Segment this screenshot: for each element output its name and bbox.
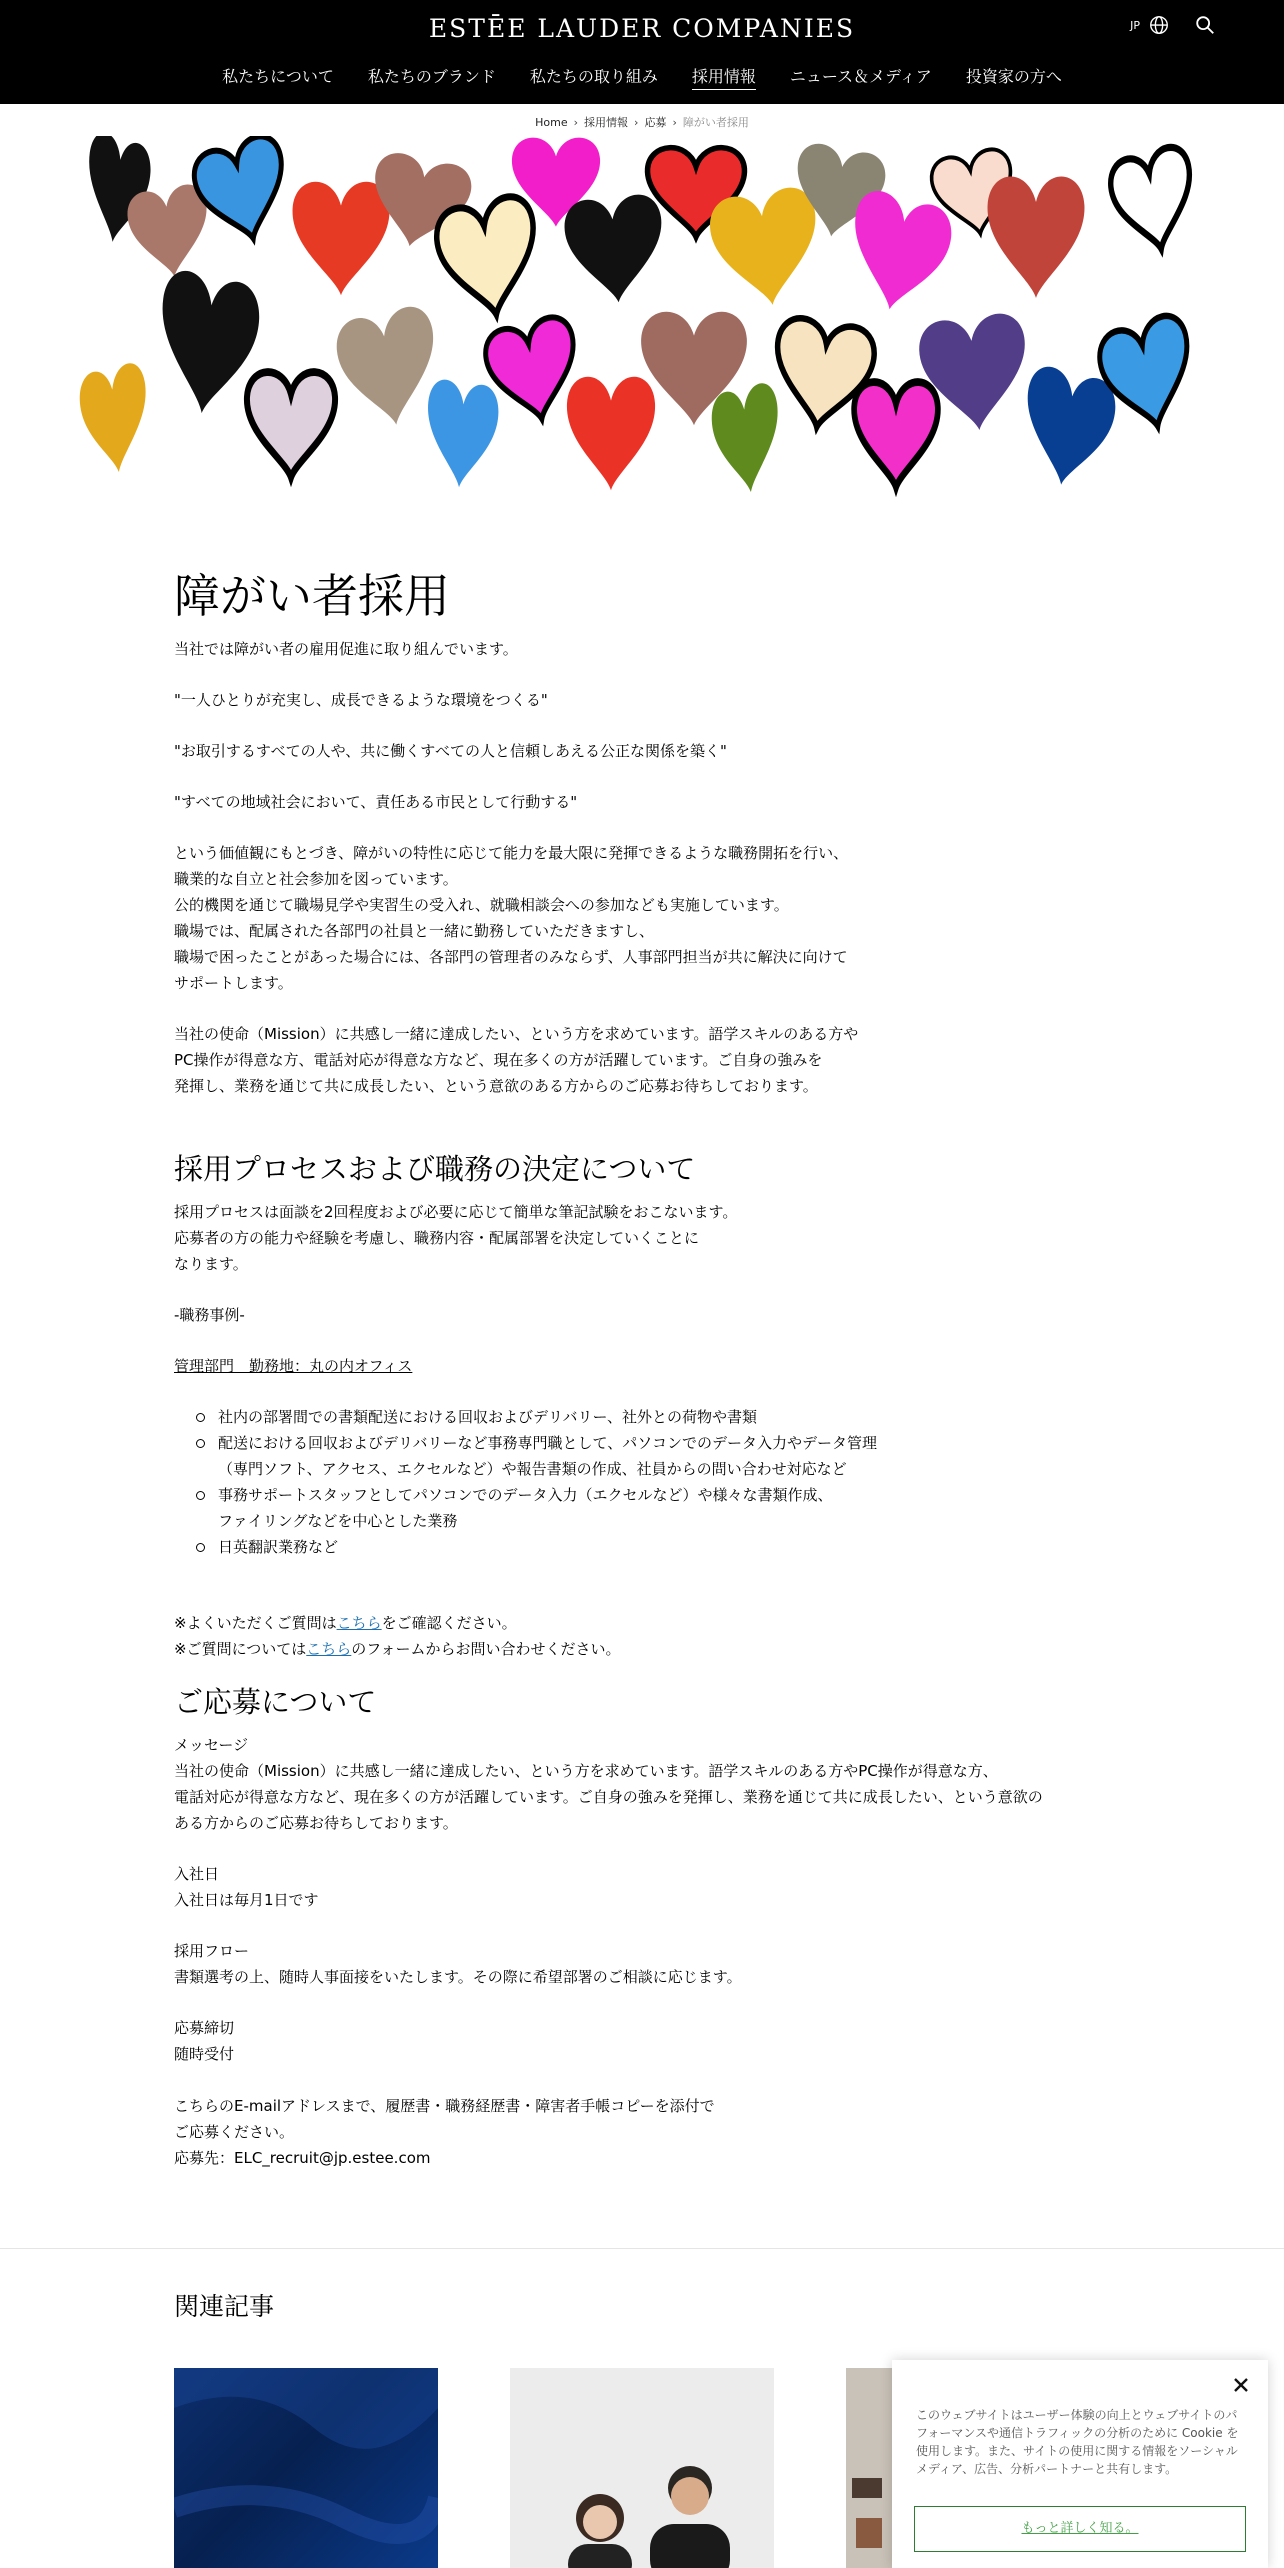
cookie-learn-more-button[interactable]: もっと詳しく知る。 [914, 2506, 1246, 2552]
deadline-text: 随時受付 [174, 2045, 235, 2063]
faq-suffix: をご確認ください。 [381, 1614, 517, 1632]
faq-link[interactable]: こちら [336, 1614, 382, 1632]
list-item: 日英翻訳業務など [218, 1534, 1114, 1560]
faq-prefix: ※よくいただくご質問は [174, 1614, 337, 1632]
join-date-label: 入社日 [174, 1865, 220, 1883]
intro-text: 当社では障がい者の雇用促進に取り組んでいます。 [174, 640, 518, 658]
examples-label: -職務事例- [174, 1306, 245, 1324]
contact-prefix: ※ご質問については [174, 1640, 307, 1658]
list-item: 配送における回収およびデリバリーなど事務専門職として、パソコンでのデータ入力やデータ管理 （専門ソフト、アクセス、エクセルなど）や報告書類の作成、社員からの問い合わせ対応など [218, 1430, 1114, 1482]
job-examples-list [218, 1404, 1114, 1560]
related-card[interactable] [510, 2368, 774, 2568]
join-date-text: 入社日は毎月1日です [174, 1891, 319, 1909]
header-tools [1130, 14, 1216, 36]
language-label[interactable]: JP [1130, 18, 1140, 32]
nav-initiatives[interactable]: 私たちの取り組み [529, 67, 658, 86]
list-item: 社内の部署間での書類配送における回収およびデリバリー、社外との荷物や書類 [218, 1404, 1114, 1430]
department-label: 管理部門 勤務地：丸の内オフィス [174, 1357, 413, 1375]
search-icon[interactable] [1194, 14, 1216, 36]
flow-label: 採用フロー [174, 1942, 250, 1960]
contact-form-link[interactable]: こちら [306, 1640, 352, 1658]
value-3: "すべての地域社会において、責任ある市民として行動する" [174, 793, 578, 811]
policy-paragraph: という価値観にもとづき、障がいの特性に応じて能力を最大限に発揮できるような職務開拓を行い、 職業的な自立と社会参加を図っています。 公的機関を通じて職場見学や実習生の受入れ、就職相談会への参加なども実施しています。 職場では、配属された各部門の社員と一緒に勤務していただきますし、 職場で困ったことがあった場合には、各部門の管理者のみならず、人事部門担当が共に解決に向けて サポートします。 [174, 844, 849, 992]
chevron-right-icon: › [634, 116, 639, 129]
list-item: 事務サポートスタッフとしてパソコンでのデータ入力（エクセルなど）や様々な書類作成、 ファイリングなどを中心とした業務 [218, 1482, 1114, 1534]
nav-careers[interactable]: 採用情報 [692, 64, 756, 90]
cookie-text: このウェブサイトはユーザー体験の向上とウェブサイトのパフォーマンスや通信トラフィックの分析のために Cookie を使用します。また、サイトの使用に関する情報をソーシャルメディア、広告、分析パートナーと共有します。 [916, 2408, 1239, 2476]
related-card[interactable] [174, 2368, 438, 2568]
process-paragraph: 採用プロセスは面談を2回程度および必要に応じて簡単な筆記試験をおこないます。 応募者の方の能力や経験を考慮し、職務内容・配属部署を決定していくことに なります。 [174, 1203, 738, 1273]
close-icon[interactable] [1230, 2374, 1252, 2396]
deadline-label: 応募締切 [174, 2019, 235, 2037]
hero-hearts-image [76, 136, 1208, 528]
section-title-apply: ご応募について [174, 1685, 377, 1719]
nav-brands[interactable]: 私たちのブランド [367, 67, 496, 86]
faq-note [174, 1610, 1114, 1636]
cookie-banner [892, 2360, 1268, 2568]
mission-paragraph: 当社の使命（Mission）に共感し一緒に達成したい、という方を求めています。語学スキルのある方や PC操作が得意な方、電話対応が得意な方など、現在多くの方が活躍しています。ご自身の強みを 発揮し、業務を通じて共に成長したい、という意欲のある方からのご応募お待ちしております。 [174, 1025, 859, 1095]
logo[interactable]: ESTĒE LAUDER COMPANIES [428, 14, 856, 43]
apply-instructions: こちらのE-mailアドレスまで、履歴書・職務経歴書・障害者手帳コピーを添付で ご応募ください。 応募先：ELC_recruit@jp.estee.com [174, 2097, 715, 2167]
flow-text: 書類選考の上、随時人事面接をいたします。その際に希望部署のご相談に応じます。 [174, 1968, 742, 1986]
value-2: "お取引するすべての人や、共に働くすべての人と信頼しあえる公正な関係を築く" [174, 742, 727, 760]
site-header [0, 0, 1284, 104]
related-title: 関連記事 [174, 2292, 275, 2321]
value-1: "一人ひとりが充実し、成長できるような環境をつくる" [174, 691, 548, 709]
breadcrumb-home[interactable]: Home [535, 116, 568, 129]
breadcrumb-apply[interactable]: 応募 [644, 116, 667, 129]
nav-about[interactable]: 私たちについて [222, 67, 334, 86]
main-content [174, 566, 1114, 2196]
main-nav [0, 64, 1284, 90]
contact-suffix: のフォームからお問い合わせください。 [351, 1640, 621, 1658]
card-image [510, 2368, 774, 2568]
nav-investors[interactable]: 投資家の方へ [965, 67, 1062, 86]
section-title-process: 採用プロセスおよび職務の決定について [174, 1152, 696, 1186]
contact-note [174, 1636, 1114, 1662]
breadcrumb [0, 114, 1284, 130]
globe-icon[interactable] [1148, 14, 1170, 36]
chevron-right-icon: › [573, 116, 579, 129]
page-title: 障がい者採用 [174, 569, 450, 623]
message-label: メッセージ [174, 1736, 249, 1754]
breadcrumb-current: 障がい者採用 [682, 116, 749, 129]
card-image [174, 2368, 438, 2568]
chevron-right-icon: › [672, 116, 677, 129]
hearts-row-2 [78, 266, 1201, 500]
nav-news-media[interactable]: ニュース＆メディア [789, 67, 932, 86]
breadcrumb-careers[interactable]: 採用情報 [584, 116, 629, 129]
message-text: 当社の使命（Mission）に共感し一緒に達成したい、という方を求めています。語学スキルのある方やPC操作が得意な方、 電話対応が得意な方など、現在多くの方が活躍しています。ご自身の強みを発揮し、業務を通じて共に成長したい、という意欲の ある方からのご応募お待ちしております。 [174, 1762, 1043, 1832]
